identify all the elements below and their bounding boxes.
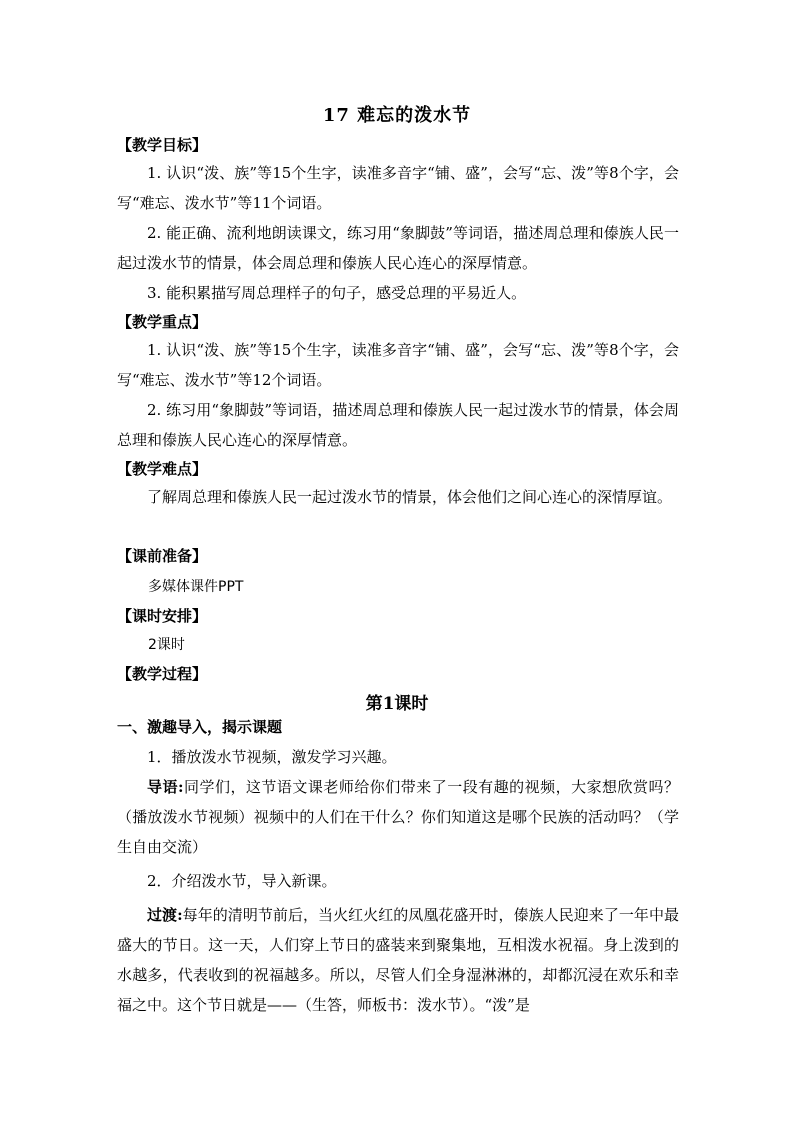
section-title: 一、激趣导入，揭示课题 [117,718,283,736]
schedule-text: 2课时 [148,637,185,653]
goal-item-1: 1. 认识“泼、族”等15个生字，读准多音字“铺、盛”，会写“忘、泼”等8个字，会写“难忘、泼水节”等11个词语。 [117,164,679,212]
transition-text: 每年的清明节前后，当火红火红的凤凰花盛开时，傣族人民迎来了一年中最盛大的节日。这一天，人们穿上节日的盛装来到聚集地，互相泼水祝福。身上泼到的水越多，代表收到的祝福越多。所以，尽管人们全身湿淋淋的，却都沉浸在欢乐和幸福之中。这个节日就是——（生答，师板书：泼水节）。“泼”是 [117,906,679,1014]
difficulty-text: 了解周总理和傣族人民一起过泼水节的情景，体会他们之间心连心的深情厚谊。 [147,488,673,506]
difficulty-heading: 【教学难点】 [117,460,208,478]
key-point-item-2: 2. 练习用“象脚鼓”等词语，描述周总理和傣族人民一起过泼水节的情景，体会周总理和傣族人民心连心的深厚情意。 [117,401,679,449]
lesson-title: 第1课时 [365,694,429,714]
goal-item-3: 3. 能积累描写周总理样子的句子，感受总理的平易近人。 [147,284,527,302]
key-points-heading: 【教学重点】 [117,313,208,331]
transition-label: 过渡: [147,906,183,924]
key-point-item-1: 1. 认识“泼、族”等15个生字，读准多音字“铺、盛”，会写“忘、泼”等8个字，会写“难忘、泼水节”等12个词语。 [117,341,679,389]
goal-item-2: 2. 能正确、流利地朗读课文，练习用“象脚鼓”等词语，描述周总理和傣族人民一起过泼水节的情景，体会周总理和傣族人民心连心的深厚情意。 [117,224,679,272]
guide-paragraph [117,772,679,862]
preparation-text: 多媒体课件PPT [148,579,244,595]
goals-heading: 【教学目标】 [117,136,208,154]
schedule-heading: 【课时安排】 [117,607,208,625]
guide-label: 导语: [147,778,184,796]
process-heading: 【教学过程】 [117,665,208,683]
step-1: 1．播放泼水节视频，激发学习兴趣。 [147,748,397,766]
page-title: 17 难忘的泼水节 [322,105,472,126]
guide-text: 同学们，这节语文课老师给你们带来了一段有趣的视频，大家想欣赏吗？（播放泼水节视频）视频中的人们在干什么？你们知道这是哪个民族的活动吗？（学生自由交流） [117,778,679,856]
preparation-heading: 【课前准备】 [117,547,208,565]
step-2: 2．介绍泼水节，导入新课。 [147,872,337,890]
transition-paragraph [117,900,679,1020]
